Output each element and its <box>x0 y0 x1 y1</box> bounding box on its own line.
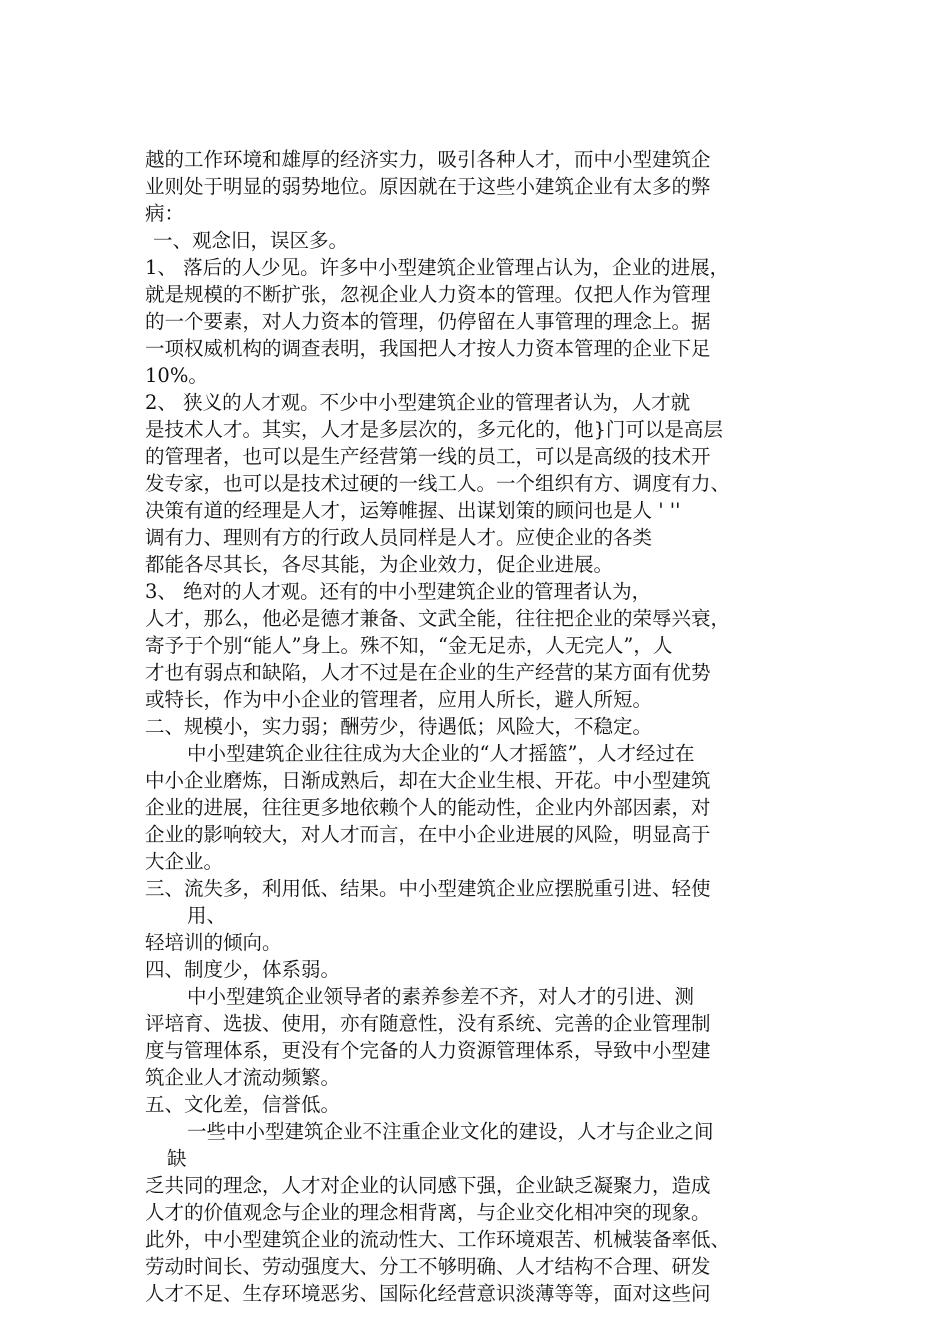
text-line: 中小型建筑企业领导者的素养参差不齐，对人才的引进、测 <box>187 985 695 1008</box>
text-line: 决策有道的经理是人才，运筹帷握、出谋划策的顾问也是人 ' '' <box>145 499 681 522</box>
text-line: 缺 <box>167 1147 187 1170</box>
text-line: 一、观念旧，误区多。 <box>153 229 349 252</box>
text-line: 五、文化差，信誉低。 <box>145 1093 341 1116</box>
text-line: 乏共同的理念，人才对企业的认同感下强，企业缺乏凝聚力，造成 <box>145 1174 711 1197</box>
text-line: 人才，那么，他必是德才兼备、文武全能，往往把企业的荣辱兴衰， <box>145 607 731 630</box>
text-line: 劳动时间长、劳动强度大、分工不够明确、人才结构不合理、研发 <box>145 1255 711 1278</box>
text-line: 是技术人才。其实，人才是多层次的，多元化的，他}门可以是高层 <box>145 418 723 441</box>
text-line: 调有力、理则有方的行政人员同样是人才。应使企业的各类 <box>145 526 653 549</box>
text-line: 都能各尽其长，各尽其能，为企业效力，促企业进展。 <box>145 553 614 576</box>
text-line: 中小企业磨炼，日渐成熟后，却在大企业生根、开花。中小型建筑 <box>145 769 711 792</box>
text-line: 此外，中小型建筑企业的流动性大、工作环境艰苦、机械装备率低、 <box>145 1228 731 1251</box>
text-line: 的一个要素，对人力资本的管理，仍停留在人事管理的理念上。据 <box>145 310 711 333</box>
text-line: 人才的价值观念与企业的理念相背离，与企业交化相冲突的现象。 <box>145 1201 711 1224</box>
text-line: 四、制度少，体系弱。 <box>145 958 341 981</box>
text-line: 评培育、选拔、使用，亦有随意性，没有系统、完善的企业管理制 <box>145 1012 711 1035</box>
text-line: 人才不足、生存环境恶劣、国际化经营意识淡薄等等，面对这些问 <box>145 1282 711 1305</box>
text-line: 或特长，作为中小企业的管理者，应用人所长，避人所短。 <box>145 688 653 711</box>
text-line: 一项权威机构的调查表明，我国把人才按人力资本管理的企业下足 <box>145 337 711 360</box>
text-line: 寄予于个别“能人”身上。殊不知，“金无足赤，人无完人”，人 <box>145 634 673 657</box>
text-line: 就是规模的不断扩张，忽视企业人力资本的管理。仅把人作为管理 <box>145 283 711 306</box>
text-line: 度与管理体系，更没有个完备的人力资源管理体系，导致中小型建 <box>145 1039 711 1062</box>
document-page <box>145 146 825 1307</box>
text-line: 筑企业人才流动频繁。 <box>145 1066 341 1089</box>
text-line: 2、 狭义的人才观。不少中小型建筑企业的管理者认为，人才就 <box>145 391 691 414</box>
text-line: 轻培训的倾向。 <box>145 931 282 954</box>
text-line: 1、 落后的人少见。许多中小型建筑企业管理占认为，企业的进展， <box>145 256 730 279</box>
text-line: 中小型建筑企业往往成为大企业的“人才摇篮”，人才经过在 <box>187 742 695 765</box>
text-line: 才也有弱点和缺陷，人才不过是在企业的生产经营的某方面有优势 <box>145 661 711 684</box>
text-line: 3、 绝对的人才观。还有的中小型建筑企业的管理者认为， <box>145 580 652 603</box>
text-line: 企业的影响较大，对人才而言，在中小企业进展的风险，明显高于 <box>145 823 711 846</box>
text-line: 企业的进展，往往更多地依赖个人的能动性，企业内外部因素，对 <box>145 796 711 819</box>
text-line: 10%。 <box>145 364 208 387</box>
text-line: 病： <box>145 202 185 225</box>
text-line: 三、流失多，利用低、结果。中小型建筑企业应摆脱重引进、轻使 <box>145 877 711 900</box>
text-line: 二、规模小，实力弱；酬劳少，待遇低；风险大，不稳定。 <box>145 715 653 738</box>
text-line: 业则处于明显的弱势地位。原因就在于这些小建筑企业有太多的弊 <box>145 175 711 198</box>
text-line: 发专家，也可以是技术过硬的一线工人。一个组织有方、调度有力、 <box>145 472 731 495</box>
text-line: 用、 <box>187 904 227 927</box>
text-line: 的管理者，也可以是生产经营第一线的员工，可以是高级的技术开 <box>145 445 711 468</box>
text-line: 越的工作环境和雄厚的经济实力，吸引各种人才，而中小型建筑企 <box>145 148 711 171</box>
text-line: 大企业。 <box>145 850 224 873</box>
text-line: 一些中小型建筑企业不注重企业文化的建设，人才与企业之间 <box>187 1120 714 1143</box>
